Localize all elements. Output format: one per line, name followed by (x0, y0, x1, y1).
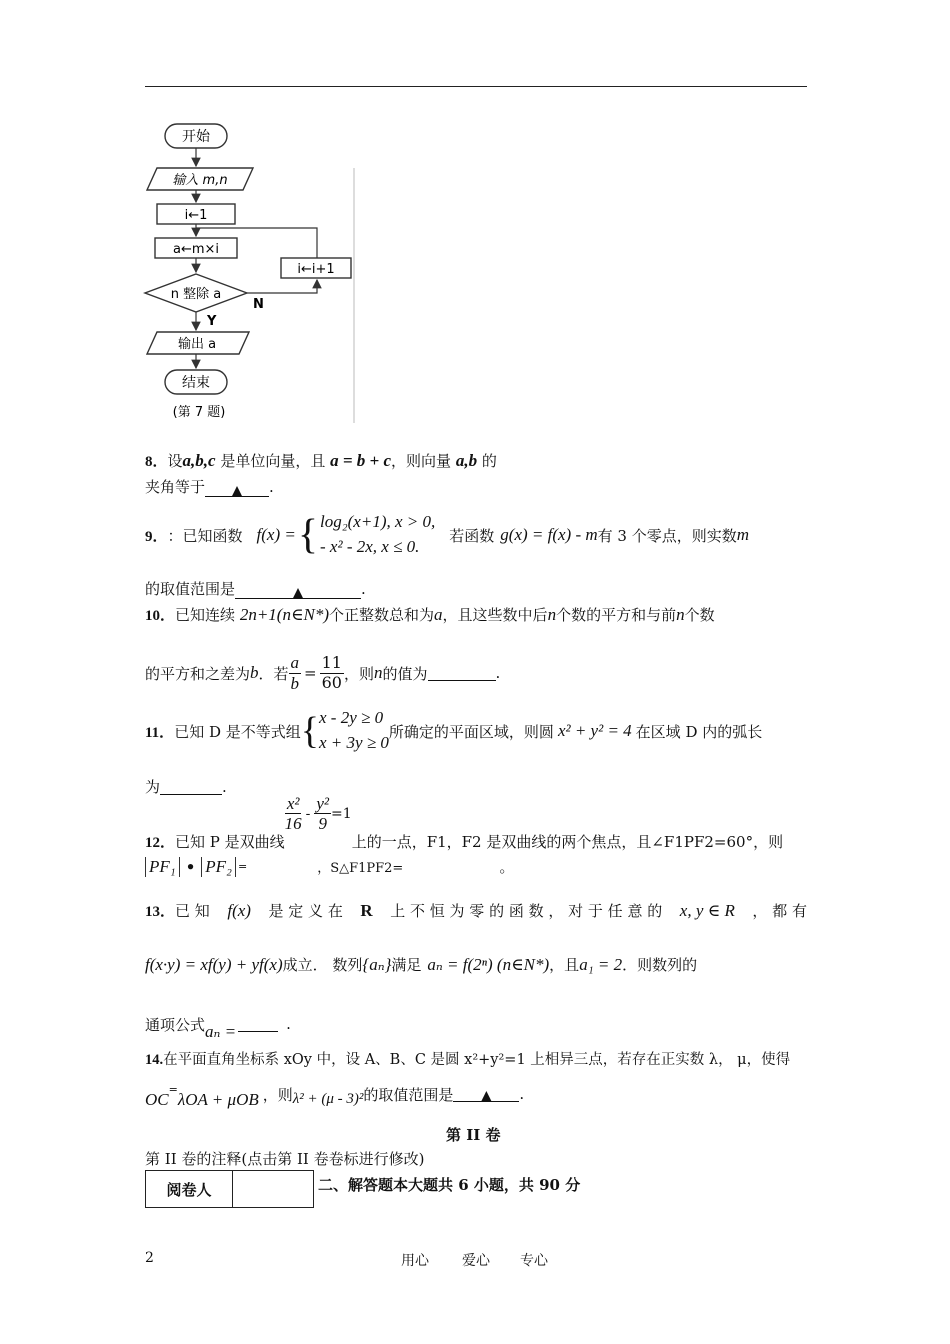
flow-assign-label: a←m×i (172, 242, 220, 257)
question-13-line3: 通项公式 aₙ = . (145, 1015, 291, 1041)
section-note: 第 II 卷的注释(点击第 II 卷卷标进行修改) (145, 1150, 425, 1168)
flow-increment-label: i←i+1 (297, 262, 335, 277)
flow-start-label: 开始 (182, 129, 210, 145)
footer-motto-1: 用心 (401, 1253, 429, 1269)
question-9: 9． ：已知函数 f(x) = { log₂(x+1), x > 0, - x² - 2x, x ≤ 0. 若函数 g(x) = f(x) - m 有 3 个零点，则实数 m (145, 512, 750, 558)
answer-marker: ▲ (481, 1088, 492, 1104)
footer-motto-2: 爱心 (462, 1253, 490, 1269)
question-14-line2: OC = λOA + μOB ，则 λ² + (μ - 3)² 的取值范围是 ▲ . (145, 1082, 525, 1109)
page-number: 2 (145, 1250, 154, 1266)
flow-end-label: 结束 (182, 375, 210, 391)
grader-label: 阅卷人 (146, 1171, 233, 1208)
question-10: 10．已知连续 2n+1(n∈N*)个正整数总和为a，且这些数中后n个数的平方和与前n个数 (145, 605, 715, 624)
question-9-line2: 的取值范围是 ▲ . (145, 580, 366, 601)
grader-table (145, 1170, 314, 1208)
part2-heading: 二、解答题本大题共 6 小题，共 90 分 (318, 1176, 581, 1194)
flow-caption: (第 7 题) (172, 405, 226, 420)
question-12-line2: PF₁ • PF₂ = ，S△F1PF2= 。 (145, 856, 514, 877)
question-10-line2: 的平方和之差为 b ．若 $\frac{a}{b}$ = $\frac{11}{60}$ ，则 n 的值为 . (145, 652, 501, 693)
question-13-line2: f(x·y) = xf(y) + yf(x) 成立． 数列 {aₙ} 满足 aₙ = f(2ⁿ) (n∈N*) ，且 a₁ = 2 ．则数列的 (145, 954, 698, 974)
section-title: 第 II 卷 (446, 1126, 501, 1144)
question-8: 8．设a,b,c 是单位向量，且 a = b + c，则向量 a,b 的 (145, 451, 497, 470)
flowchart (135, 118, 360, 428)
flow-yes-label: Y (207, 314, 217, 329)
flow-init-label: i←1 (184, 208, 208, 223)
flow-no-label: N (253, 297, 264, 312)
header-rule (145, 86, 807, 87)
question-13: 13．已 知 f(x) 是 定 义 在 R 上 不 恒 为 零 的 函 数 ， 对 于 任 意 的 x, y ∈ R ， 都 有 (145, 900, 807, 920)
question-12: 12． 已知 P 是双曲线 $\frac{\text{x²}}{16}$ - $\frac{\text{y²}}{9}$ =1 上的一点，F1，F2 是双曲线的两个焦点，且∠F1PF2=60°，则 (145, 793, 784, 851)
flow-output-label: 输出 a (177, 337, 217, 352)
question-8-line2: 夹角等于 ▲ . (145, 478, 274, 499)
footer-motto-3: 专心 (520, 1253, 548, 1269)
question-14: 14.在平面直角坐标系 xOy 中，设 A、B、C 是圆 x²+y²=1 上相异三点，若存在正实数 λ， μ，使得 (145, 1052, 791, 1068)
grader-score-cell[interactable] (233, 1171, 314, 1208)
answer-marker: ▲ (231, 483, 243, 499)
flow-decision-label: n 整除 a (170, 287, 222, 302)
question-11: 11． 已知 D 是不等式组 { x - 2y ≥ 0 x + 3y ≥ 0 所确定的平面区域，则圆 x² + y² = 4 在区域 D 内的弧长 (145, 708, 763, 752)
flow-input-label: 输入 m,n (172, 173, 228, 188)
question-11-line2: 为 . (145, 778, 227, 796)
answer-marker: ▲ (292, 585, 304, 601)
